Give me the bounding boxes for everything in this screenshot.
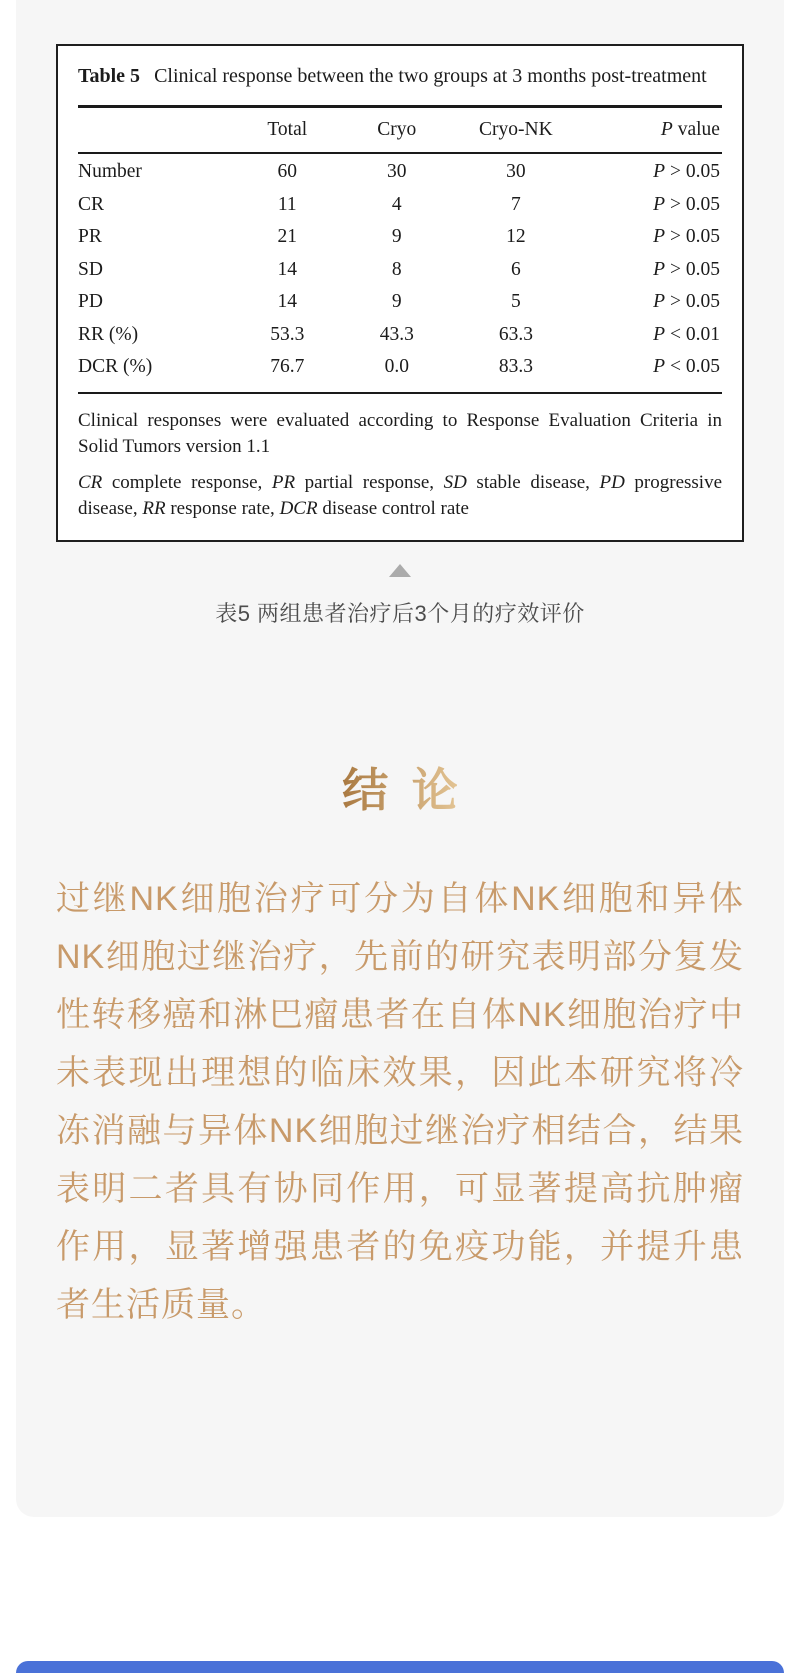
table-body	[78, 154, 722, 392]
cryo-nk-cell: 5	[511, 291, 521, 313]
p-value-cell: P > 0.05	[653, 193, 720, 215]
p-value-cell: P < 0.01	[653, 323, 720, 345]
total-cell: 76.7	[270, 356, 305, 378]
collapse-triangle-icon	[389, 564, 411, 577]
p-value-cell: P > 0.05	[653, 291, 720, 313]
table-row	[78, 286, 722, 319]
table-rule-bottom	[78, 392, 722, 395]
total-cell: 11	[277, 193, 297, 215]
total-cell: 60	[277, 161, 298, 183]
p-rest: value	[672, 118, 720, 140]
p-value-cell: P > 0.05	[653, 161, 720, 183]
cryo-cell: 9	[391, 291, 402, 313]
row-label-cell: RR (%)	[78, 323, 139, 345]
total-cell: 14	[277, 291, 298, 313]
cryo-nk-cell: 30	[506, 161, 526, 183]
figure-label: Table 5	[78, 65, 141, 87]
cryo-cell: 0.0	[384, 356, 409, 378]
conclusion-heading: 结 论	[342, 754, 458, 820]
p-italic: P	[660, 118, 673, 140]
row-label-cell: SD	[78, 258, 103, 280]
cryo-nk-cell: 12	[506, 226, 526, 248]
cryo-nk-cell: 6	[511, 258, 521, 280]
figure-table5	[56, 44, 744, 542]
col-header-cryo-nk: Cryo-NK	[479, 118, 553, 140]
table-header-row	[78, 108, 722, 152]
p-value-cell: P < 0.05	[653, 356, 720, 378]
figure-title: Clinical response between the two groups at 3 months post-treatment	[154, 65, 707, 87]
p-value-cell: P > 0.05	[653, 226, 720, 248]
row-label-cell: CR	[78, 193, 105, 215]
figure-caption-zh: 表5 两组患者治疗后3个月的疗效评价	[215, 601, 585, 626]
col-header-cryo: Cryo	[377, 118, 417, 140]
row-label-cell: DCR (%)	[78, 356, 153, 378]
total-cell: 53.3	[270, 323, 305, 345]
col-header-p-value	[580, 119, 722, 141]
row-label-cell: Number	[78, 161, 142, 183]
cryo-nk-cell: 7	[511, 193, 521, 215]
p-value-cell: P > 0.05	[653, 258, 720, 280]
table-row	[78, 351, 722, 384]
table-row	[78, 221, 722, 254]
cryo-cell: 8	[391, 258, 402, 280]
conclusion-paragraph: 过继NK细胞治疗可分为自体NK细胞和异体NK细胞过继治疗，先前的研究表明部分复发性转移癌和淋巴瘤患者在自体NK细胞治疗中未表现出理想的临床效果，因此本研究将冷冻消融与异体NK细胞过继治疗相结合，结果表明二者具有协同作用，可显著提高抗肿瘤作用，显著增强患者的免疫功能，并提升患者生活质量。	[56, 880, 744, 1324]
cryo-cell: 30	[387, 161, 407, 183]
table-row	[78, 254, 722, 287]
col-header-total: Total	[267, 118, 308, 140]
cryo-cell: 9	[391, 226, 402, 248]
content-card	[16, 0, 784, 1517]
total-cell: 14	[277, 258, 298, 280]
row-label-cell: PD	[78, 291, 103, 313]
figure-footnote-1: Clinical responses were evaluated according to Response Evaluation Criteria in Solid Tumors version 1.1	[78, 410, 722, 457]
figure-footnote-2: CR complete response, PR partial response, SD stable disease, PD progressive disease, RR response rate, DCR disease control rate	[78, 472, 723, 519]
table-row	[78, 319, 722, 352]
total-cell: 21	[277, 226, 298, 248]
row-label-cell: PR	[78, 226, 102, 248]
cryo-cell: 43.3	[379, 323, 414, 345]
table-row	[78, 156, 722, 189]
figure-caption	[78, 62, 722, 91]
next-card-peek	[16, 1661, 784, 1673]
cryo-nk-cell: 83.3	[498, 356, 533, 378]
table-row	[78, 189, 722, 222]
cryo-cell: 4	[391, 193, 402, 215]
cryo-nk-cell: 63.3	[498, 323, 533, 345]
